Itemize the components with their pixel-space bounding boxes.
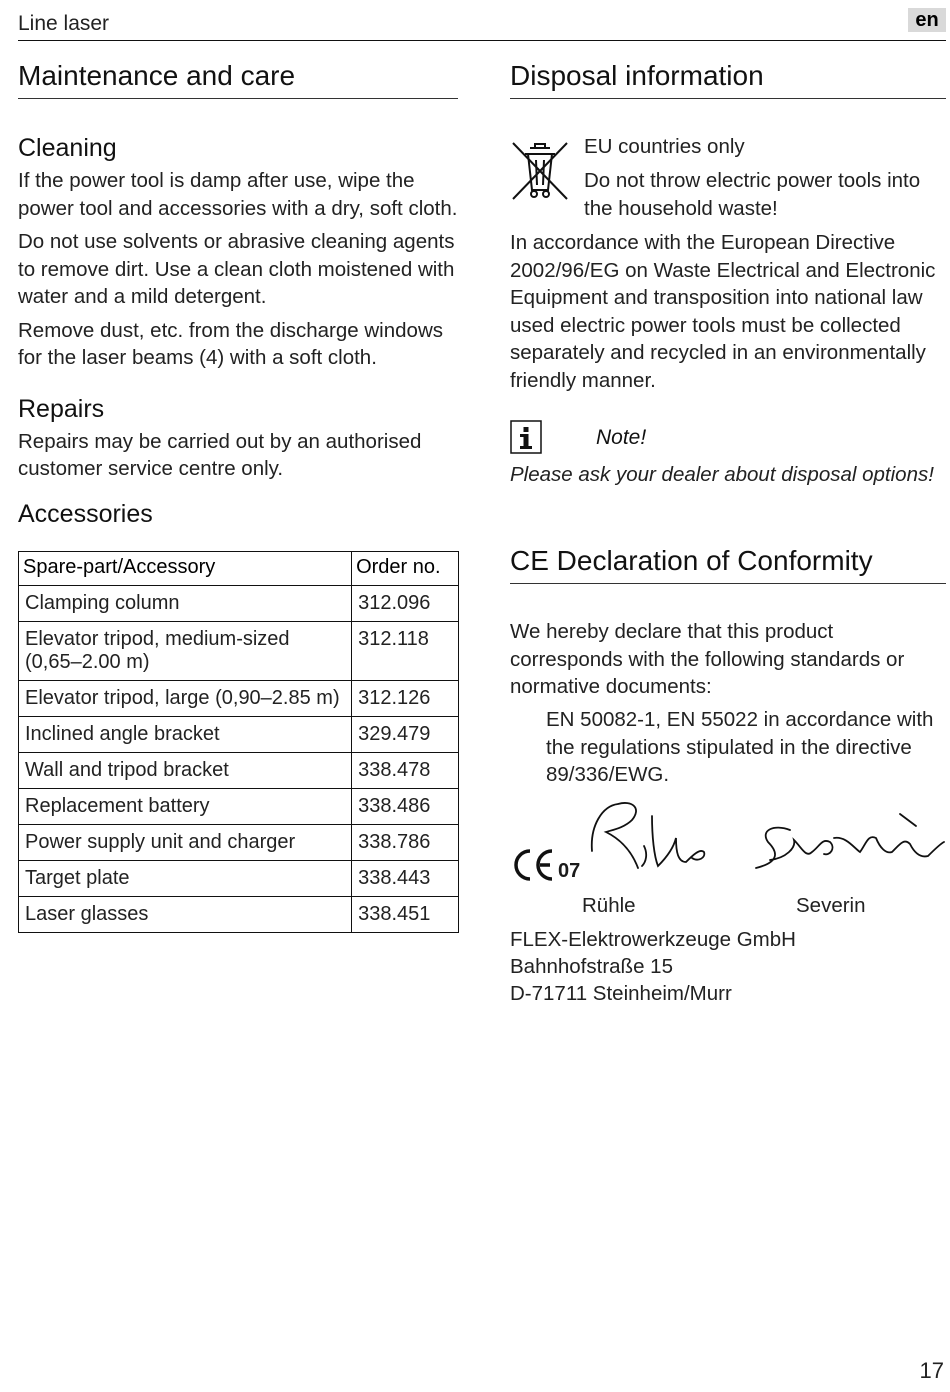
- company-street: Bahnhofstraße 15: [510, 955, 673, 978]
- repairs-heading: Repairs: [18, 394, 105, 423]
- column-header-accessory: Spare-part/Accessory: [19, 551, 352, 585]
- signer-name-ruehle: Rühle: [582, 894, 636, 917]
- accessory-name: Inclined angle bracket: [19, 716, 352, 752]
- table-row: [19, 716, 459, 752]
- table-row: [19, 824, 459, 860]
- note-text: Please ask your dealer about disposal options!: [510, 463, 934, 486]
- info-icon: [510, 420, 542, 454]
- accessory-name: Clamping column: [19, 585, 352, 621]
- accessory-name: Elevator tripod, large (0,90–2.85 m): [19, 680, 352, 716]
- accessory-name: Wall and tripod bracket: [19, 752, 352, 788]
- order-number: 338.786: [352, 824, 459, 860]
- signature-ruehle: [582, 796, 722, 886]
- repairs-paragraph: Repairs may be carried out by an authorised customer service centre only.: [18, 429, 422, 480]
- ce-mark: [510, 848, 580, 882]
- order-number: 312.126: [352, 680, 459, 716]
- eu-only-text: EU countries only: [584, 135, 745, 158]
- order-number: 338.478: [352, 752, 459, 788]
- table-row: [19, 680, 459, 716]
- document-header-title: Line laser: [18, 12, 110, 35]
- company-city: D-71711 Steinheim/Murr: [510, 982, 732, 1005]
- table-row: [19, 896, 459, 932]
- company-name: FLEX-Elektrowerkzeuge GmbH: [510, 928, 796, 951]
- ce-logo-icon: [510, 848, 556, 882]
- directive-paragraph: In accordance with the European Directive 2002/96/EG on Waste Electrical and Electronic Equipment and transposition into national law used electric power tools must be collected separately and recycled in an environmentally friendly manner.: [510, 231, 936, 392]
- ce-declaration-paragraph: We hereby declare that this product corresponds with the following standards or normative documents:: [510, 620, 905, 698]
- table-header-row: [19, 551, 459, 585]
- table-row: [19, 860, 459, 896]
- language-badge: en: [908, 8, 946, 32]
- header-divider: [18, 40, 946, 41]
- accessories-heading: Accessories: [18, 499, 153, 528]
- column-header-order-no: Order no.: [352, 551, 459, 585]
- table-row: [19, 585, 459, 621]
- accessory-name: Target plate: [19, 860, 352, 896]
- order-number: 312.096: [352, 585, 459, 621]
- table-row: [19, 788, 459, 824]
- cleaning-paragraph-3: Remove dust, etc. from the discharge windows for the laser beams (4) with a soft cloth.: [18, 318, 443, 369]
- cleaning-paragraph-2: Do not use solvents or abrasive cleaning agents to remove dirt. Use a clean cloth moistened with water and a mild detergent.: [18, 230, 455, 308]
- table-row: [19, 752, 459, 788]
- crossed-out-bin-icon: [510, 140, 570, 202]
- maintenance-heading: Maintenance and care: [18, 58, 458, 99]
- accessory-name: Power supply unit and charger: [19, 824, 352, 860]
- page-number: 17: [919, 1358, 944, 1383]
- accessory-name: Replacement battery: [19, 788, 352, 824]
- left-column: [18, 58, 458, 933]
- ce-declaration-heading: CE Declaration of Conformity: [510, 543, 946, 584]
- order-number: 312.118: [352, 621, 459, 680]
- order-number: 338.486: [352, 788, 459, 824]
- disposal-heading: Disposal information: [510, 58, 946, 99]
- order-number: 329.479: [352, 716, 459, 752]
- cleaning-paragraph-1: If the power tool is damp after use, wipe the power tool and accessories with a dry, soft cloth.: [18, 169, 458, 220]
- ce-year: 07: [558, 860, 581, 882]
- order-number: 338.451: [352, 896, 459, 932]
- table-row: [19, 621, 459, 680]
- accessory-name: Elevator tripod, medium-sized (0,65–2.00 m): [19, 621, 352, 680]
- accessories-table: [18, 551, 459, 933]
- cleaning-heading: Cleaning: [18, 134, 117, 162]
- signature-severin: [750, 808, 946, 888]
- right-column: [510, 58, 946, 1058]
- order-number: 338.443: [352, 860, 459, 896]
- ce-standards-text: EN 50082-1, EN 55022 in accordance with the regulations stipulated in the directive 89/336/EWG.: [546, 708, 934, 786]
- signer-name-severin: Severin: [796, 894, 866, 917]
- no-household-waste-text: Do not throw electric power tools into the household waste!: [584, 169, 921, 220]
- accessory-name: Laser glasses: [19, 896, 352, 932]
- note-label: Note!: [596, 426, 647, 449]
